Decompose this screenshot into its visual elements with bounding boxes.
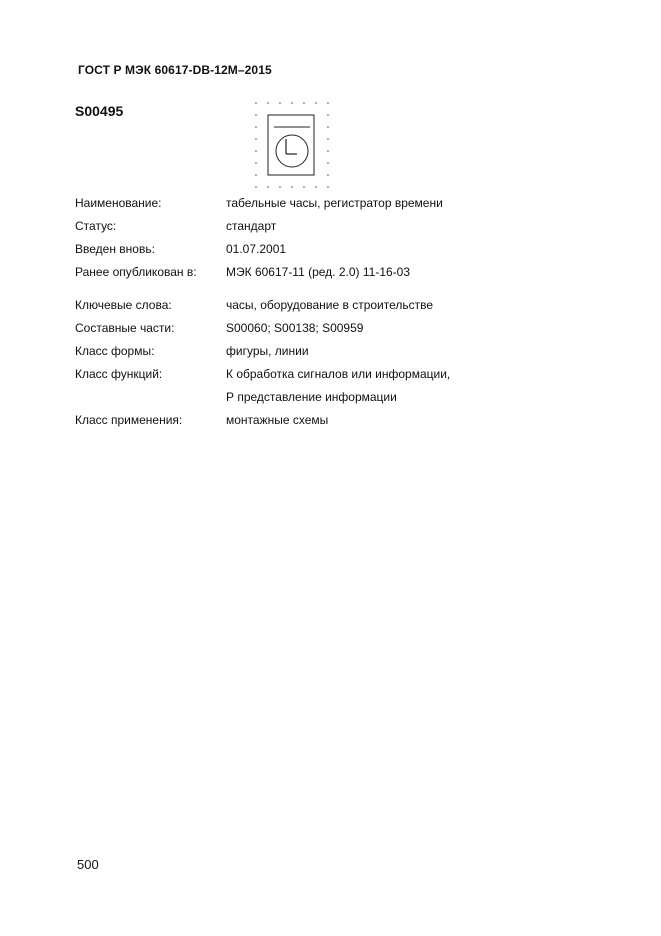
symbol-code: S00495	[75, 103, 124, 119]
property-label: Статус:	[75, 219, 117, 233]
property-label: Класс функций:	[75, 367, 163, 381]
property-value: К обработка сигналов или информации,	[226, 367, 451, 381]
property-label: Введен вновь:	[75, 242, 155, 256]
property-value: табельные часы, регистратор времени	[226, 196, 443, 210]
property-value: фигуры, линии	[226, 344, 309, 358]
property-label: Ключевые слова:	[75, 298, 172, 312]
property-label: Класс формы:	[75, 344, 155, 358]
time-recorder-clock-symbol-icon	[252, 99, 336, 191]
property-label: Ранее опубликован в:	[75, 265, 197, 279]
property-label: Составные части:	[75, 321, 175, 335]
property-value: МЭК 60617-11 (ред. 2.0) 11-16-03	[226, 265, 411, 279]
property-value: монтажные схемы	[226, 413, 329, 427]
property-value: 01.07.2001	[226, 242, 287, 256]
property-value: часы, оборудование в строительстве	[226, 298, 434, 312]
property-value: стандарт	[226, 219, 277, 233]
property-value: S00060; S00138; S00959	[226, 321, 364, 335]
page-number: 500	[77, 857, 99, 872]
property-label: Наименование:	[75, 196, 162, 210]
property-value: Р представление информации	[226, 390, 397, 404]
document-header: ГОСТ Р МЭК 60617-DB-12M–2015	[78, 63, 272, 77]
property-label: Класс применения:	[75, 413, 183, 427]
